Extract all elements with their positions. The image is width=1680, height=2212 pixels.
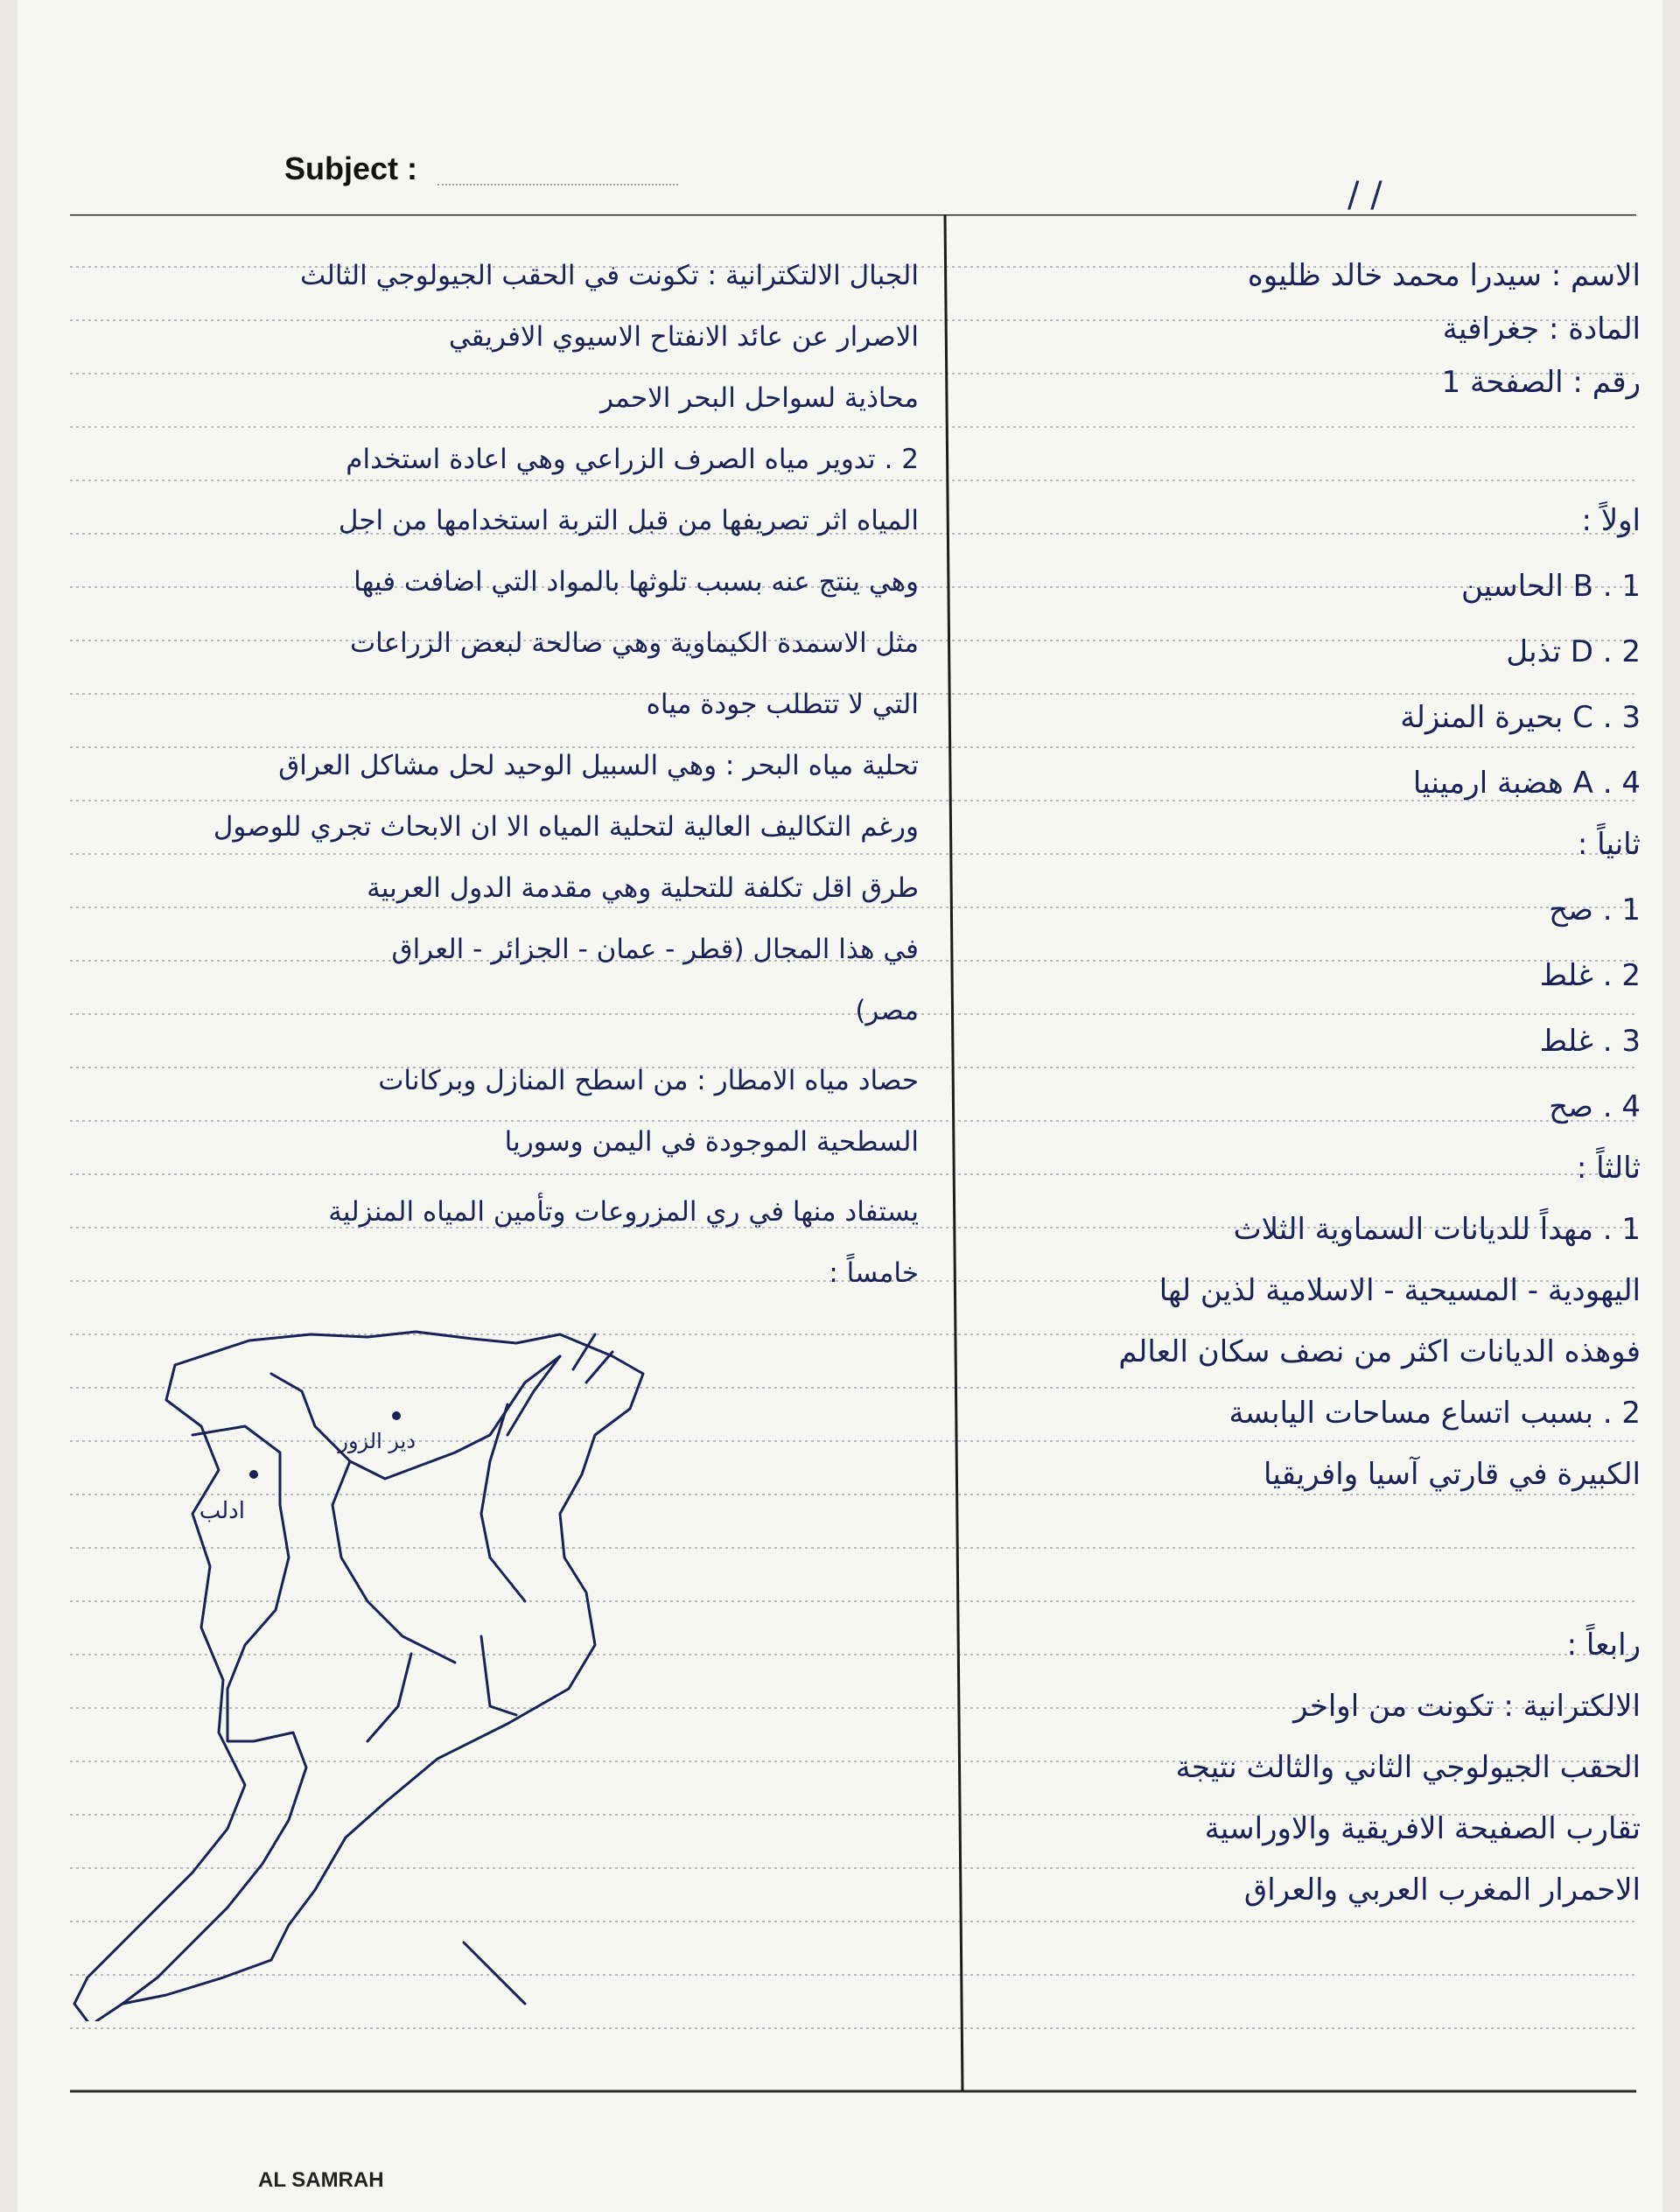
- left-line: 2 . تدوير مياه الصرف الزراعي وهي اعادة استخدام: [346, 444, 919, 475]
- left-line: الاصرار عن عائد الانفتاح الاسيوي الافريقي: [448, 321, 919, 353]
- map-label-city-b: دير الزور: [338, 1429, 416, 1453]
- left-line: في هذا المجال (قطر - عمان - الجزائر - العراق: [391, 934, 919, 965]
- section2-item: 2 . غلط: [1539, 958, 1641, 993]
- left-line: ورغم التكاليف العالية لتحلية المياه الا ان الابحاث تجري للوصول: [213, 811, 919, 843]
- left-line: مثل الاسمدة الكيماوية وهي صالحة لبعض الزراعات: [350, 627, 919, 659]
- section4-title: رابعاً :: [1566, 1628, 1641, 1662]
- right-column: [949, 254, 1641, 1908]
- date-marks: / /: [1348, 175, 1382, 215]
- left-line: مصر): [855, 995, 919, 1026]
- subject-line-text: المادة : جغرافية: [1442, 312, 1641, 346]
- section3-line: فوهذه الديانات اكثر من نصف سكان العالم: [1118, 1334, 1641, 1369]
- left-line: التي لا تتطلب جودة مياه: [646, 689, 919, 720]
- left-line: حصاد مياه الامطار : من اسطح المنازل وبركانات: [378, 1065, 919, 1096]
- section1-item: 3 . C بحيرة المنزلة: [1400, 700, 1641, 735]
- subject-blank: [438, 184, 678, 186]
- section2-item: 3 . غلط: [1539, 1024, 1641, 1059]
- section1-item: 2 . D تذبل: [1506, 634, 1641, 669]
- section3-line: الكبيرة في قارتي آسيا وافريقيا: [1263, 1457, 1641, 1492]
- notebook-page: [18, 0, 1662, 2212]
- section1-title: اولاً :: [1581, 503, 1641, 538]
- section3-line: اليهودية - المسيحية - الاسلامية لذين لها: [1158, 1273, 1641, 1308]
- left-line: يستفاد منها في ري المزروعات وتأمين المياه المنزلية: [328, 1196, 919, 1228]
- section3-title: ثالثاً :: [1576, 1151, 1641, 1186]
- section4-line: الاحمرار المغرب العربي والعراق: [1243, 1872, 1641, 1908]
- section4-line: الحقب الجيولوجي الثاني والثالث نتيجة: [1175, 1750, 1641, 1785]
- left-line: محاذية لسواحل البحر الاحمر: [599, 382, 919, 414]
- left-line: المياه اثر تصريفها من قبل التربة استخدامها من اجل: [338, 505, 919, 536]
- name-line: الاسم : سيدرا محمد خالد ظليوه: [1247, 258, 1641, 293]
- section4-line: الالكترانية : تكونت من اواخر: [1293, 1689, 1641, 1724]
- page-line: رقم : الصفحة 1: [1441, 365, 1641, 400]
- left-line: وهي ينتج عنه بسبب تلوثها بالمواد التي اضافت فيها: [354, 566, 919, 598]
- left-line: طرق اقل تكلفة للتحلية وهي مقدمة الدول العربية: [367, 872, 919, 904]
- brand-logo: AL SAMRAH: [258, 2168, 384, 2192]
- left-line: السطحية الموجودة في اليمن وسوريا: [504, 1126, 919, 1158]
- left-line: تحلية مياه البحر : وهي السبيل الوحيد لحل مشاكل العراق: [278, 750, 919, 781]
- left-column: [52, 254, 919, 1339]
- section2-item: 1 . صح: [1549, 892, 1641, 928]
- left-line: الجبال الالتكترانية : تكونت في الحقب الجيولوجي الثالث: [299, 260, 919, 291]
- section4-line: تقارب الصفيحة الافريقية والاوراسية: [1204, 1811, 1641, 1846]
- syria-sketch-map: [70, 1330, 840, 2021]
- section2-item: 4 . صح: [1549, 1089, 1641, 1124]
- section1-item: 1 . B الحاسين: [1461, 569, 1641, 604]
- subject-label: Subject :: [284, 150, 418, 186]
- map-label-city-a: ادلب: [199, 1498, 245, 1524]
- section3-line: 1 . مهداً للديانات السماوية الثلاث: [1233, 1212, 1641, 1247]
- section2-title: ثانياً :: [1577, 827, 1641, 862]
- section3-line: 2 . بسبب اتساع مساحات اليابسة: [1228, 1396, 1641, 1431]
- section1-item: 4 . A هضبة ارمينيا: [1412, 766, 1641, 801]
- left-line: خامساً :: [829, 1257, 919, 1289]
